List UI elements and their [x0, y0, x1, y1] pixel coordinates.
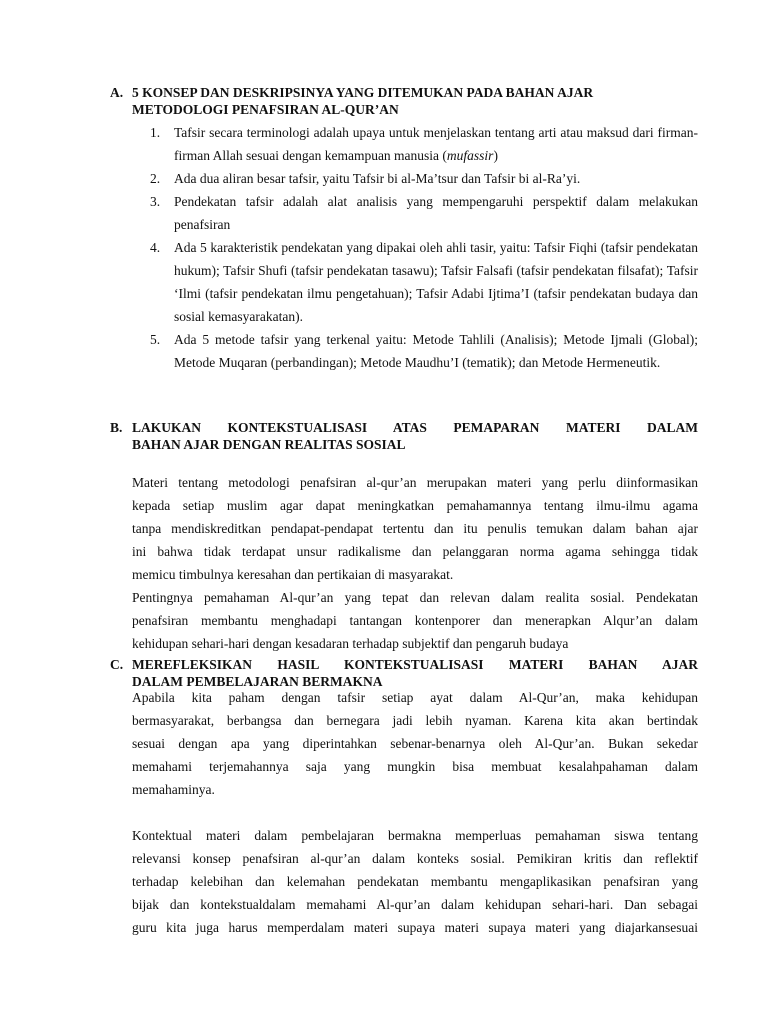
section-b-heading	[110, 419, 698, 453]
paragraph-line: kehidupan sehari-hari dengan kesadaran terhadap subjektif dan pengaruh budaya	[132, 636, 569, 651]
paragraph-line: Materi tentang metodologi penafsiran al-qur’an merupakan materi yang perlu diinformasikan	[132, 475, 698, 490]
paragraph-line: memahaminya.	[132, 782, 215, 797]
list-item-text: Ada 5 metode tafsir yang terkenal yaitu: Metode Tahlili (Analisis); Metode Ijmali (Global); Metode Muqaran (perbandingan); Metode Maudhu’I (tematik); dan Metode Hermeneutik.	[174, 332, 698, 370]
list-item-tail: )	[493, 148, 498, 163]
paragraph-line: sesuai dengan apa yang diperintahkan sebenar-benarnya oleh Al-Qur’an. Bukan sekedar	[132, 736, 698, 751]
section-a-letter: A.	[110, 85, 124, 100]
section-b-title-line1: LAKUKAN KONTEKSTUALISASI ATAS PEMAPARAN MATERI DALAM	[132, 420, 698, 435]
section-c-heading	[110, 656, 698, 690]
paragraph-line: guru kita juga harus memperdalam materi supaya materi supaya materi yang diajarkansesuai	[132, 920, 698, 935]
paragraph-line: Apabila kita paham dengan tafsir setiap ayat dalam Al-Qur’an, maka kehidupan	[132, 690, 698, 705]
section-a-title-line2: METODOLOGI PENAFSIRAN AL-QUR’AN	[132, 102, 399, 117]
list-item-number: 2.	[150, 171, 161, 186]
paragraph-line: bijak dan kontekstualdalam memahami Al-qur’an dalam kehidupan sehari-hari. Dan sebagai	[132, 897, 698, 912]
paragraph-line: tanpa mendiskreditkan pendapat-pendapat tertentu dan itu penulis temukan dalam bahan ajar	[132, 521, 698, 536]
paragraph-line: ini bahwa tidak terdapat unsur radikalisme dan pelanggaran norma agama sehingga tidak	[132, 544, 698, 559]
list-item-number: 1.	[150, 125, 161, 140]
paragraph-line: kepada setiap muslim agar dapat meningkatkan pemahamannya tentang ilmu-ilmu agama	[132, 498, 698, 513]
list-item-number: 4.	[150, 240, 161, 255]
paragraph-line: memicu timbulnya keresahan dan pertikaian di masyarakat.	[132, 567, 454, 582]
section-c-title-line2: DALAM PEMBELAJARAN BERMAKNA	[132, 674, 383, 689]
paragraph-line: Kontektual materi dalam pembelajaran bermakna memperluas pemahaman siswa tentang	[132, 828, 698, 843]
section-a-list	[150, 121, 698, 374]
section-b-letter: B.	[110, 420, 123, 435]
list-item	[150, 236, 698, 328]
section-c-paragraph-1	[132, 686, 698, 801]
list-item-emphasis: mufassir	[446, 148, 494, 163]
paragraph-line: Pentingnya pemahaman Al-qur’an yang tepat dan relevan dalam realita sosial. Pendekatan	[132, 590, 698, 605]
paragraph-line: memahami terjemahannya saja yang mungkin bisa membuat kesalahpahaman dalam	[132, 759, 698, 774]
section-c-paragraph-2	[132, 824, 698, 939]
section-c-title-line1: MEREFLEKSIKAN HASIL KONTEKSTUALISASI MATERI BAHAN AJAR	[132, 657, 698, 672]
section-b-paragraph-1	[132, 471, 698, 586]
list-item-number: 5.	[150, 332, 161, 347]
list-item-number: 3.	[150, 194, 161, 209]
list-item-text: Pendekatan tafsir adalah alat analisis yang mempengaruhi perspektif dalam melakukan penafsiran	[174, 194, 698, 232]
list-item-text: Ada 5 karakteristik pendekatan yang dipakai oleh ahli tasir, yaitu: Tafsir Fiqhi (tafsir pendekatan hukum); Tafsir Shufi (tafsir pendekatan tasawu); Tafsir Falsafi (tafsir pendekatan filsafat); Tafsir ‘Ilmi (tafsir pendekatan ilmu pengetahuan); Tafsir Adabi Ijtima’I (tafsir pendekatan budaya dan sosial kemasyarakatan).	[174, 240, 698, 324]
section-a-heading	[110, 84, 698, 118]
list-item	[150, 328, 698, 374]
list-item	[150, 190, 698, 236]
paragraph-line: relevansi konsep penafsiran al-qur’an dalam konteks sosial. Pemikiran kritis dan reflektif	[132, 851, 698, 866]
section-b-title-line2: BAHAN AJAR DENGAN REALITAS SOSIAL	[132, 437, 406, 452]
list-item	[150, 121, 698, 167]
section-c-letter: C.	[110, 657, 124, 672]
paragraph-line: bermasyarakat, berbangsa dan bernegara jadi lebih nyaman. Karena kita akan bertindak	[132, 713, 698, 728]
paragraph-line: penafsiran membantu menghadapi tantangan kontenporer dan menerapkan Alqur’an dalam	[132, 613, 698, 628]
section-a-title-line1: 5 KONSEP DAN DESKRIPSINYA YANG DITEMUKAN PADA BAHAN AJAR	[132, 85, 594, 100]
list-item	[150, 167, 698, 190]
list-item-text: Ada dua aliran besar tafsir, yaitu Tafsir bi al-Ma’tsur dan Tafsir bi al-Ra’yi.	[174, 171, 581, 186]
list-item-text: Tafsir secara terminologi adalah upaya untuk menjelaskan tentang arti atau maksud dari firman-firman Allah sesuai dengan kemampuan manusia (	[174, 125, 698, 163]
paragraph-line: terhadap kelebihan dan kelemahan pendekatan membantu mengaplikasikan penafsiran yang	[132, 874, 698, 889]
section-b-paragraph-2	[132, 586, 698, 655]
